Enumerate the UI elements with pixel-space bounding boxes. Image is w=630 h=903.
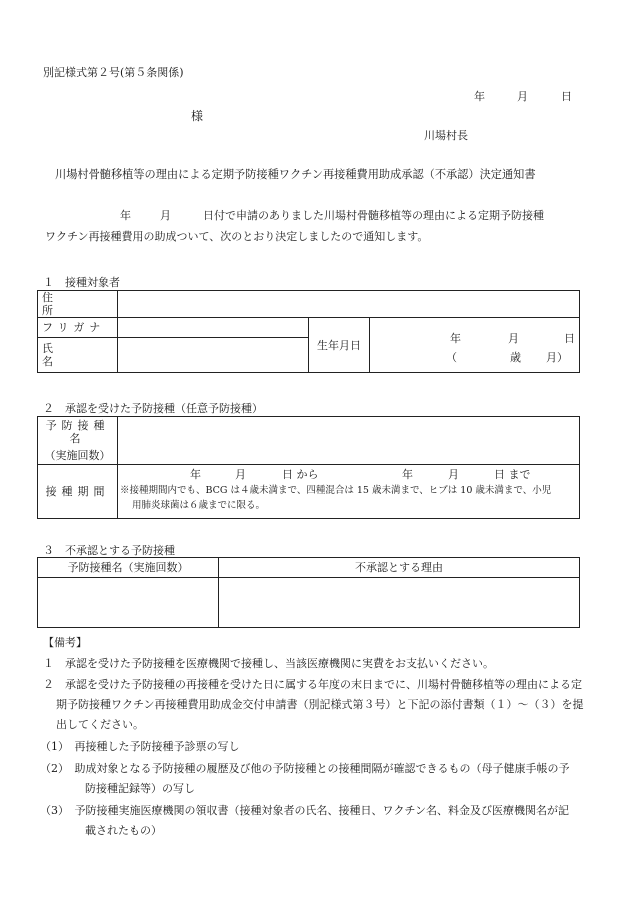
period-field[interactable] [118, 465, 580, 519]
rejected-reason-field[interactable] [219, 578, 580, 628]
dob-day: 日 [564, 332, 575, 346]
note-2-line2: 期予防接種ワクチン再接種費用助成金交付申請書（別記様式第３号）と下記の添付書類（１）～（３）を提 [56, 698, 584, 711]
dob-label: 生年月日 [309, 318, 370, 373]
attachment-1: （1） 再接種した予防接種予診票の写し [40, 740, 240, 753]
attachment-2-line2: 防接種記録等）の写し [85, 782, 195, 795]
furigana-label: フリガナ [38, 318, 118, 338]
dob-month: 月 [508, 332, 519, 346]
period-from-day: 日 から [282, 468, 319, 481]
intro-line2: ワクチン再接種費用の助成ついて、次のとおり決定しましたので通知します。 [45, 230, 429, 243]
period-note-line2: 用肺炎球菌は６歳までに限る。 [132, 500, 266, 511]
rejected-vaccine-field[interactable] [38, 578, 219, 628]
age-sai: 歳 [510, 351, 521, 365]
section3-heading: ３ 不承認とする予防接種 [43, 544, 175, 557]
notes-heading: 【備考】 [43, 636, 87, 649]
intro-month: 月 [160, 209, 171, 222]
vaccine-name-field[interactable] [118, 417, 580, 465]
addressee-suffix: 様 [191, 109, 204, 123]
address-field[interactable] [118, 291, 580, 318]
note-2-line1: ２ 承認を受けた予防接種の再接種を受けた日に属する年度の末日までに、川場村骨髄移植等の理由による定 [43, 678, 582, 691]
attachment-3-line2: 載されたもの） [85, 824, 162, 837]
period-to-month: 月 [448, 468, 459, 481]
period-note-line1: ※接種期間内でも、BCG は４歳未満まで、四種混合は 15 歳未満まで、ヒブは 10 歳未満まで、小児 [120, 485, 552, 496]
period-from-month: 月 [235, 468, 246, 481]
form-number: 別記様式第２号(第５条関係) [43, 66, 184, 79]
rejected-col1-header: 予防接種名（実施回数） [38, 558, 219, 578]
vaccine-name-label-line2: （実施回数） [44, 449, 111, 463]
note-1: １ 承認を受けた予防接種を医療機関で接種し、当該医療機関に実費をお支払いください。 [43, 657, 494, 670]
date-year: 年 [474, 90, 485, 103]
name-field[interactable] [118, 338, 309, 373]
attachment-2-line1: （2） 助成対象となる予防接種の履歴及び他の予防接種との接種間隔が確認できるもの（母子健康手帳の予 [40, 762, 570, 775]
note-2-line3: 出してください。 [56, 718, 144, 731]
period-to-day: 日 まで [494, 468, 531, 481]
issuer: 川場村長 [424, 129, 468, 142]
age-open: （ [446, 351, 457, 365]
age-month-close: 月） [546, 351, 568, 365]
page-title: 川場村骨髄移植等の理由による定期予防接種ワクチン再接種費用助成承認（不承認）決定通知書 [55, 168, 536, 181]
period-from-year: 年 [190, 468, 201, 481]
approved-vaccine-table [37, 416, 580, 519]
vaccine-name-label [38, 417, 118, 465]
date-day: 日 [561, 90, 572, 103]
section2-heading: ２ 承認を受けた予防接種（任意予防接種） [43, 402, 263, 415]
section1-heading: １ 接種対象者 [43, 276, 120, 289]
vaccine-name-label-line1: 予防接種名 [45, 418, 110, 445]
address-label: 住 所 [38, 291, 118, 318]
rejected-vaccine-table [37, 557, 580, 628]
period-to-year: 年 [402, 468, 413, 481]
dob-year: 年 [450, 332, 461, 346]
dob-field[interactable] [370, 318, 580, 373]
furigana-field[interactable] [118, 318, 309, 338]
recipient-table [37, 290, 580, 373]
intro-line1: 日付で申請のありました川場村骨髄移植等の理由による定期予防接種 [203, 209, 544, 222]
name-label: 氏 名 [38, 338, 118, 373]
intro-year: 年 [120, 209, 131, 222]
rejected-col2-header: 不承認とする理由 [219, 558, 580, 578]
period-label: 接種期間 [38, 465, 118, 519]
date-month: 月 [517, 90, 528, 103]
attachment-3-line1: （3） 予防接種実施医療機関の領収書（接種対象者の氏名、接種日、ワクチン名、料金及び医療機関名が記 [40, 804, 569, 817]
